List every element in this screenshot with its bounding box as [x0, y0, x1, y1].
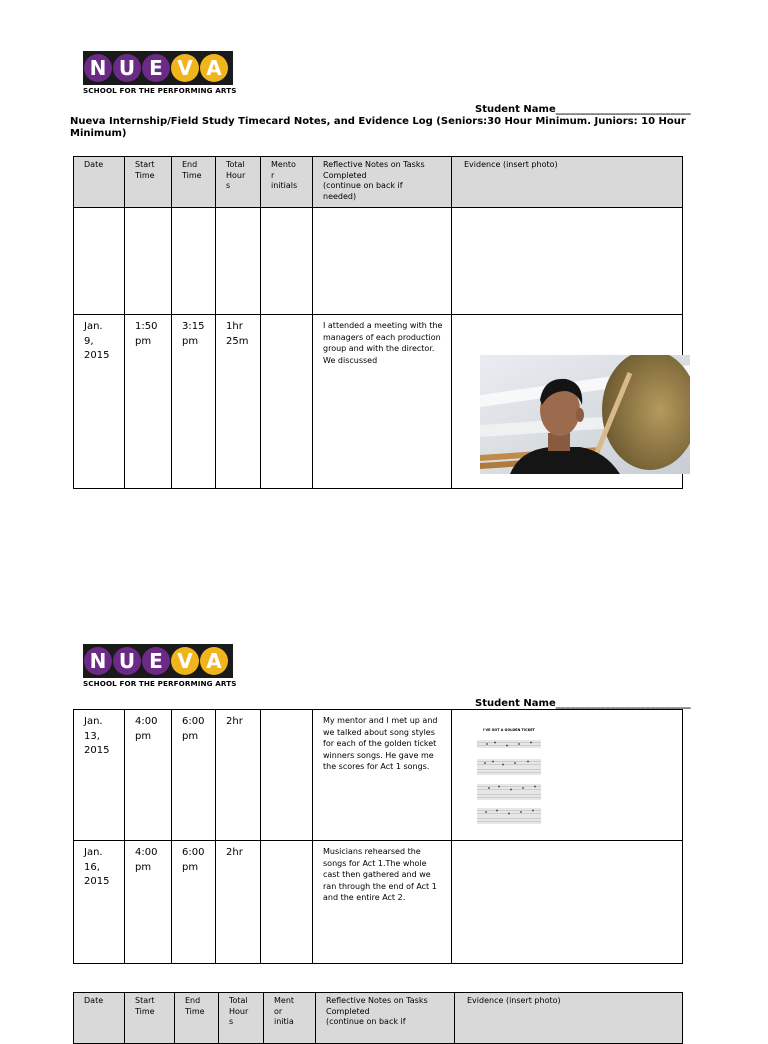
- logo-letter: V: [171, 54, 199, 82]
- start-cell[interactable]: [125, 841, 172, 964]
- end-cell[interactable]: [172, 841, 216, 964]
- logo-letter: N: [84, 54, 112, 82]
- end-value: 6:00 pm: [182, 847, 205, 873]
- header-row: [74, 157, 683, 208]
- date-value: Jan. 9, 2015: [84, 321, 110, 361]
- notes-value: My mentor and I met up and we talked about song styles for each of the golden ticket winners songs. He gave me the scores for Act 1 songs.: [323, 716, 438, 771]
- total-cell[interactable]: [216, 841, 261, 964]
- timecard-table: [73, 992, 683, 1044]
- drummer-photo-icon: [480, 355, 690, 474]
- evidence-score: [473, 725, 545, 825]
- end-cell[interactable]: [172, 315, 216, 489]
- mentor-value: [261, 710, 312, 715]
- notes-value: Musicians rehearsed the songs for Act 1.The whole cast then gathered and we ran through the end of Act 1 and the entire Act 2.: [323, 847, 437, 902]
- col-date: [74, 993, 125, 1044]
- logo-letter: U: [113, 54, 141, 82]
- col-evidence-label: Evidence (insert photo): [464, 160, 558, 169]
- mentor-value: [261, 841, 312, 846]
- mentor-cell[interactable]: [261, 208, 313, 315]
- logo-letter: E: [142, 54, 170, 82]
- col-total-label: Total Hour s: [226, 160, 246, 190]
- logo-letter: E: [142, 647, 170, 675]
- col-start-label: Start Time: [135, 160, 155, 180]
- date-cell[interactable]: [74, 208, 125, 315]
- col-notes: [313, 157, 452, 208]
- col-evidence-label: Evidence (insert photo): [467, 996, 561, 1005]
- col-end: [175, 993, 219, 1044]
- logo-letter: V: [171, 647, 199, 675]
- evidence-cell[interactable]: [452, 208, 683, 315]
- logo-circles: [83, 51, 233, 85]
- notes-cell[interactable]: [313, 710, 452, 841]
- start-cell[interactable]: [125, 315, 172, 489]
- col-date: [74, 157, 125, 208]
- col-notes-label: Reflective Notes on Tasks Completed (continue on back if: [326, 996, 428, 1026]
- col-date-label: Date: [84, 160, 104, 169]
- col-mentor: [261, 157, 313, 208]
- col-notes-label: Reflective Notes on Tasks Completed (continue on back if needed): [323, 160, 425, 201]
- total-value: 2hr: [226, 847, 243, 858]
- logo-letter: A: [200, 647, 228, 675]
- col-notes: [316, 993, 455, 1044]
- score-title: I'VE GOT A GOLDEN TICKET: [483, 728, 535, 732]
- header-row: [74, 993, 683, 1044]
- start-value: 4:00 pm: [135, 847, 158, 873]
- mentor-cell[interactable]: [261, 841, 313, 964]
- date-value: Jan. 16, 2015: [84, 847, 110, 887]
- col-start-label: Start Time: [135, 996, 155, 1016]
- notes-value: I attended a meeting with the managers of each production group and with the director. We discussed: [323, 321, 443, 365]
- col-date-label: Date: [84, 996, 104, 1005]
- logo-letter: N: [84, 647, 112, 675]
- col-mentor-label: Mento r initials: [271, 160, 298, 190]
- table-row: [74, 208, 683, 315]
- table-row: [74, 710, 683, 841]
- col-evidence: [455, 993, 683, 1044]
- notes-cell[interactable]: [313, 315, 452, 489]
- date-cell[interactable]: [74, 841, 125, 964]
- mentor-cell[interactable]: [261, 710, 313, 841]
- col-total: [216, 157, 261, 208]
- nueva-logo: [83, 644, 237, 688]
- start-cell[interactable]: [125, 208, 172, 315]
- col-total-label: Total Hour s: [229, 996, 249, 1026]
- notes-cell[interactable]: [313, 208, 452, 315]
- total-cell[interactable]: [216, 315, 261, 489]
- logo-letter: A: [200, 54, 228, 82]
- logo-tagline: SCHOOL FOR THE PERFORMING ARTS: [83, 679, 237, 688]
- student-name-field: Student Name___________________________: [475, 104, 691, 115]
- start-value: 1:50 pm: [135, 321, 158, 347]
- col-mentor-label: Ment or initia: [274, 996, 295, 1026]
- col-start: [125, 993, 175, 1044]
- total-value: 2hr: [226, 716, 243, 727]
- nueva-logo: [83, 51, 237, 95]
- logo-circles: [83, 644, 233, 678]
- col-mentor: [264, 993, 316, 1044]
- end-value: 6:00 pm: [182, 716, 205, 742]
- evidence-cell[interactable]: [452, 841, 683, 964]
- col-evidence: [452, 157, 683, 208]
- page-title: Nueva Internship/Field Study Timecard Notes, and Evidence Log (Seniors:30 Hour Minimum. Juniors: 10 Hour Minimum): [70, 116, 686, 139]
- col-end: [172, 157, 216, 208]
- notes-cell[interactable]: [313, 841, 452, 964]
- col-end-label: End Time: [182, 160, 202, 180]
- start-value: 4:00 pm: [135, 716, 158, 742]
- student-name-field: Student Name___________________________: [475, 698, 691, 709]
- date-cell[interactable]: [74, 315, 125, 489]
- col-start: [125, 157, 172, 208]
- start-cell[interactable]: [125, 710, 172, 841]
- date-cell[interactable]: [74, 710, 125, 841]
- total-cell[interactable]: [216, 710, 261, 841]
- logo-tagline: SCHOOL FOR THE PERFORMING ARTS: [83, 86, 237, 95]
- mentor-value: [261, 315, 312, 320]
- end-value: 3:15 pm: [182, 321, 205, 347]
- end-cell[interactable]: [172, 208, 216, 315]
- total-value: 1hr 25m: [226, 321, 249, 347]
- timecard-table: [73, 709, 683, 964]
- end-cell[interactable]: [172, 710, 216, 841]
- sheet-music-icon: [473, 725, 545, 825]
- date-value: Jan. 13, 2015: [84, 716, 110, 756]
- logo-letter: U: [113, 647, 141, 675]
- evidence-photo: [480, 355, 690, 474]
- mentor-cell[interactable]: [261, 315, 313, 489]
- col-total: [219, 993, 264, 1044]
- table-row: [74, 841, 683, 964]
- col-end-label: End Time: [185, 996, 205, 1016]
- total-cell[interactable]: [216, 208, 261, 315]
